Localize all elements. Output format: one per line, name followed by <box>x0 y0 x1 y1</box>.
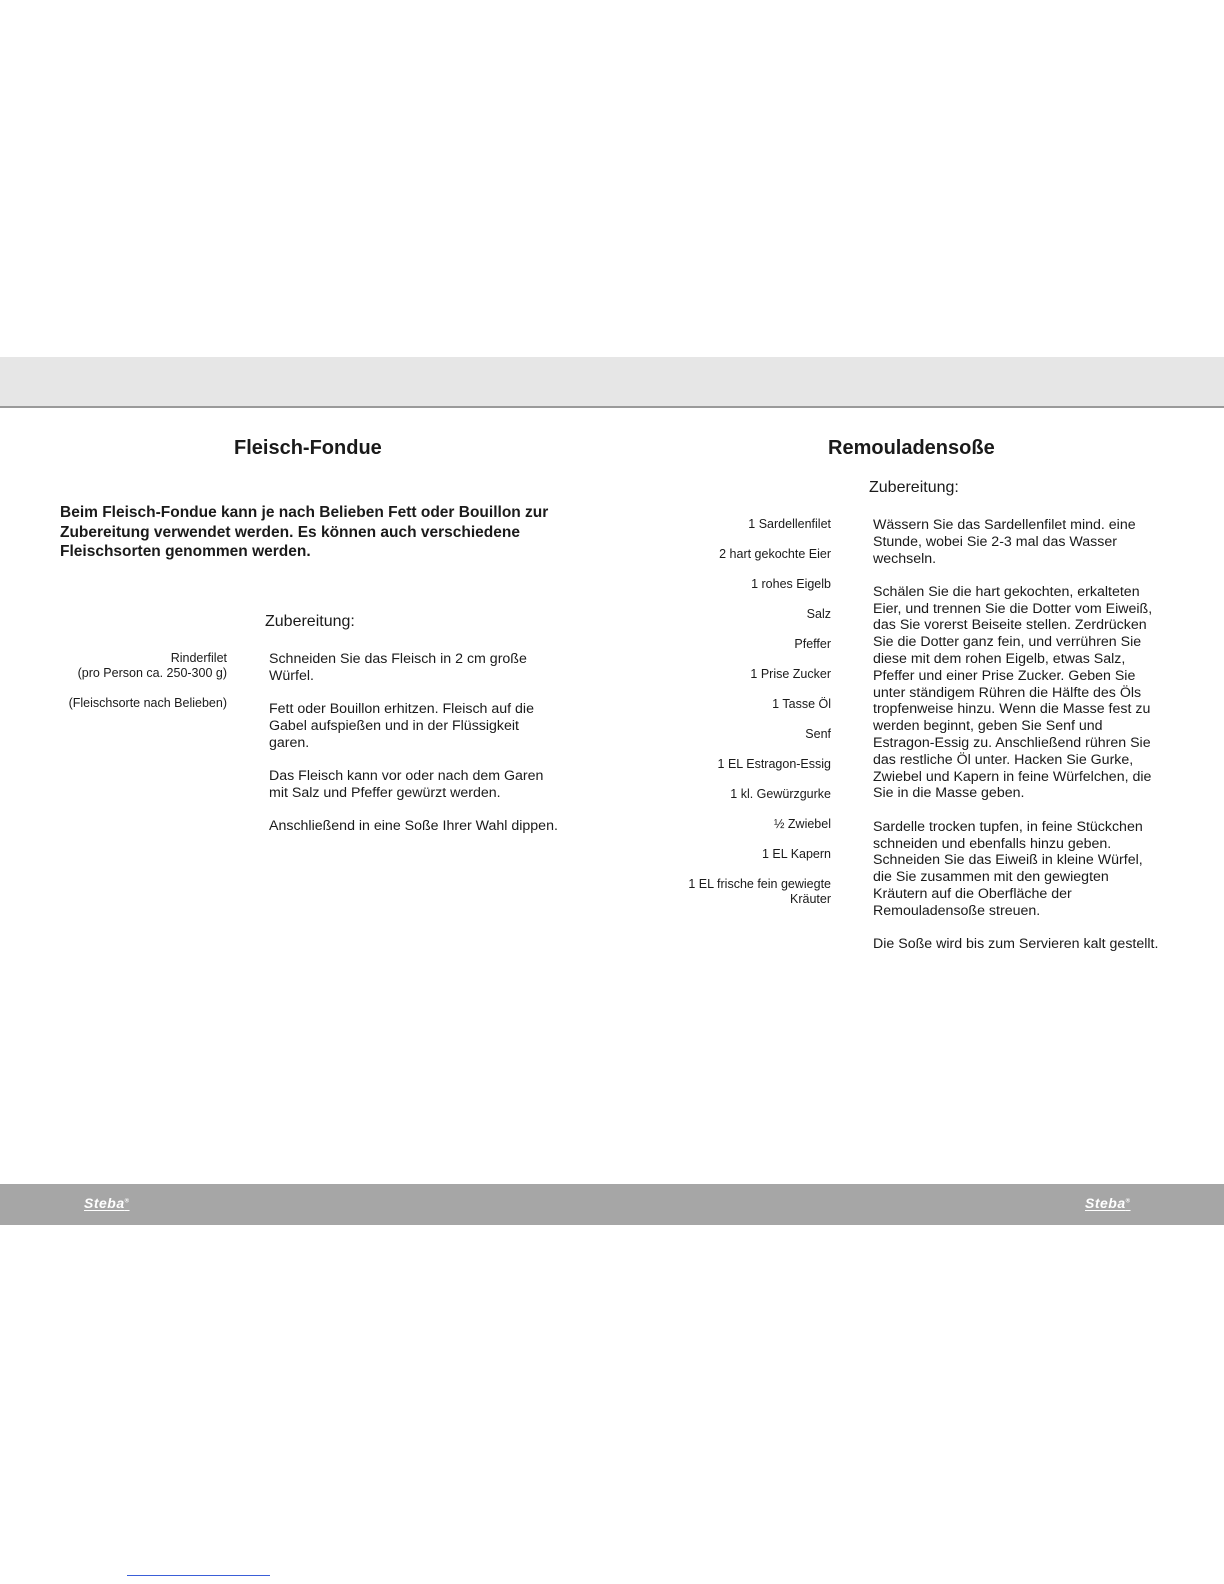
registered-mark: ® <box>1125 1198 1131 1205</box>
step-paragraph: Wässern Sie das Sardellenfilet mind. eine Stunde, wobei Sie 2-3 mal das Wasser wechseln. <box>873 517 1136 567</box>
right-ingredient-list <box>611 517 831 907</box>
left-page-subhead: Zubereitung: <box>265 613 355 630</box>
footer-band <box>0 1184 1224 1225</box>
steba-logo <box>84 1195 130 1211</box>
decorative-line <box>127 1575 270 1576</box>
left-page-title: Fleisch-Fondue <box>234 437 382 459</box>
ingredient-item: 1 Prise Zucker <box>750 667 831 681</box>
ingredient-item: (pro Person ca. 250-300 g) <box>77 666 227 680</box>
left-page-intro: Beim Fleisch-Fondue kann je nach Belieben Fett oder Bouillon zur Zubereitung verwendet werden. Es können auch verschiedene Fleischsorten genommen werden. <box>60 504 549 560</box>
registered-mark: ® <box>124 1198 130 1205</box>
right-steps <box>873 517 1163 953</box>
ingredient-item: Salz <box>806 607 831 621</box>
header-band <box>0 357 1224 408</box>
ingredient-item: ½ Zwiebel <box>774 817 831 831</box>
ingredient-item: 1 EL Kapern <box>761 847 831 861</box>
ingredient-item: (Fleischsorte nach Belieben) <box>68 696 227 710</box>
right-page-title: Remouladensoße <box>828 437 995 459</box>
logo-text: Steba <box>84 1195 125 1211</box>
left-ingredient-list <box>7 651 227 711</box>
step-paragraph: Fett oder Bouillon erhitzen. Fleisch auf die Gabel aufspießen und in der Flüssigkeit garen. <box>269 701 534 751</box>
ingredient-item: Pfeffer <box>794 637 831 651</box>
step-paragraph: Sardelle trocken tupfen, in feine Stückchen schneiden und ebenfalls hinzu geben. Schneiden Sie das Eiweiß in kleine Würfel, die Sie zusammen mit den gewiegten Kräutern auf die Oberfläche der Remouladensoße streuen. <box>873 818 1143 919</box>
ingredient-item: Senf <box>805 727 831 741</box>
ingredient-item: 1 Tasse Öl <box>772 697 831 711</box>
step-paragraph: Schneiden Sie das Fleisch in 2 cm große Würfel. <box>269 651 527 684</box>
ingredient-item: 1 EL Estragon-Essig <box>717 757 831 771</box>
step-paragraph: Anschließend in eine Soße Ihrer Wahl dippen. <box>269 818 558 835</box>
step-paragraph: Die Soße wird bis zum Servieren kalt gestellt. <box>873 936 1159 953</box>
ingredient-item: 1 rohes Eigelb <box>751 577 831 591</box>
ingredient-item: 2 hart gekochte Eier <box>719 547 831 561</box>
ingredient-item: 1 kl. Gewürzgurke <box>730 787 831 801</box>
ingredient-item: 1 Sardellenfilet <box>748 517 831 531</box>
ingredient-item: Kräuter <box>790 892 831 906</box>
logo-text: Steba <box>1085 1195 1126 1211</box>
left-steps <box>269 651 559 835</box>
steba-logo <box>1085 1195 1131 1211</box>
ingredient-item: 1 EL frische fein gewiegte <box>688 877 831 891</box>
right-page-subhead: Zubereitung: <box>869 479 959 496</box>
step-paragraph: Schälen Sie die hart gekochten, erkalteten Eier, und trennen Sie die Dotter vom Eiweiß, das Sie vorerst Beiseite stellen. Zerdrücken Sie die Dotter ganz fein, und verrühren Sie diese mit dem rohen Eigelb, etwas Salz, Pfeffer und einer Prise Zucker. Geben Sie unter ständigem Rühren die Hälfte des Öls tropfenweise hinzu. Wenn die Masse fest zu werden beginnt, geben Sie Senf und Estragon-Essig zu. Anschließend rühren Sie das restliche Öl unter. Hacken Sie Gurke, Zwiebel und Kapern in feine Würfelchen, die Sie in die Masse geben. <box>873 583 1153 802</box>
step-paragraph: Das Fleisch kann vor oder nach dem Garen mit Salz und Pfeffer gewürzt werden. <box>269 767 544 801</box>
ingredient-item: Rinderfilet <box>170 651 227 665</box>
